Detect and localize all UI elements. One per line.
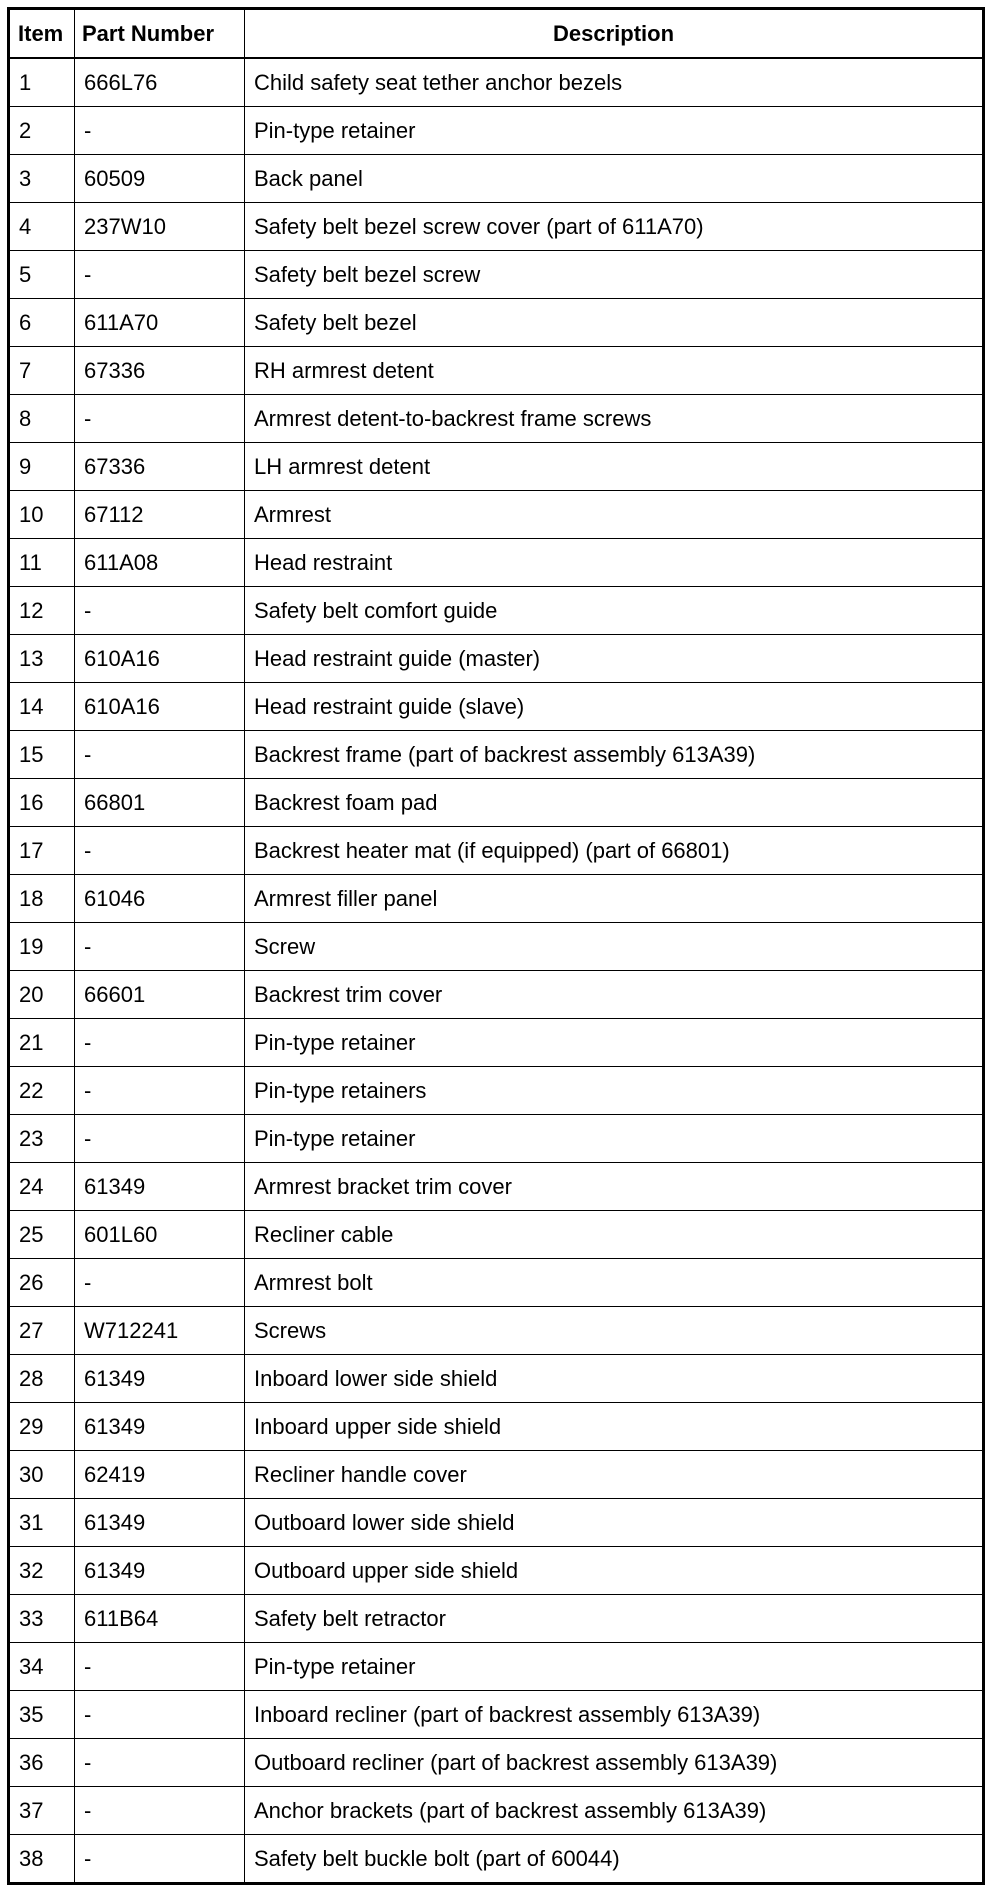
part-number-cell: 611A08 [75, 539, 245, 587]
item-cell: 20 [9, 971, 75, 1019]
item-cell: 6 [9, 299, 75, 347]
description-cell: Inboard lower side shield [245, 1355, 984, 1403]
description-cell: Armrest filler panel [245, 875, 984, 923]
table-row [9, 635, 984, 683]
part-number-cell: - [75, 1691, 245, 1739]
table-row [9, 251, 984, 299]
item-cell: 26 [9, 1259, 75, 1307]
part-number-cell: - [75, 251, 245, 299]
description-cell: Armrest bolt [245, 1259, 984, 1307]
description-cell: Safety belt retractor [245, 1595, 984, 1643]
description-cell: Outboard recliner (part of backrest assembly 613A39) [245, 1739, 984, 1787]
part-number-cell: - [75, 1643, 245, 1691]
part-number-cell: 60509 [75, 155, 245, 203]
header-part-number: Part Number [75, 9, 245, 59]
item-cell: 33 [9, 1595, 75, 1643]
table-row [9, 923, 984, 971]
item-cell: 12 [9, 587, 75, 635]
part-number-cell: - [75, 731, 245, 779]
item-cell: 37 [9, 1787, 75, 1835]
part-number-cell: 61349 [75, 1163, 245, 1211]
description-cell: Safety belt comfort guide [245, 587, 984, 635]
table-row [9, 58, 984, 107]
description-cell: Backrest trim cover [245, 971, 984, 1019]
description-cell: Safety belt buckle bolt (part of 60044) [245, 1835, 984, 1884]
item-cell: 25 [9, 1211, 75, 1259]
description-cell: Pin-type retainers [245, 1067, 984, 1115]
table-row [9, 1499, 984, 1547]
item-cell: 3 [9, 155, 75, 203]
table-row [9, 1211, 984, 1259]
table-row [9, 1307, 984, 1355]
part-number-cell: - [75, 395, 245, 443]
part-number-cell: - [75, 1259, 245, 1307]
description-cell: Armrest detent-to-backrest frame screws [245, 395, 984, 443]
part-number-cell: 67336 [75, 347, 245, 395]
item-cell: 32 [9, 1547, 75, 1595]
table-row [9, 1067, 984, 1115]
table-row [9, 779, 984, 827]
item-cell: 35 [9, 1691, 75, 1739]
description-cell: Pin-type retainer [245, 1643, 984, 1691]
header-row [9, 9, 984, 59]
table-row [9, 1019, 984, 1067]
item-cell: 34 [9, 1643, 75, 1691]
item-cell: 30 [9, 1451, 75, 1499]
header-item: Item [9, 9, 75, 59]
part-number-cell: 66601 [75, 971, 245, 1019]
description-cell: Outboard lower side shield [245, 1499, 984, 1547]
table-row [9, 971, 984, 1019]
item-cell: 4 [9, 203, 75, 251]
parts-table [7, 7, 985, 1885]
description-cell: Outboard upper side shield [245, 1547, 984, 1595]
table-row [9, 587, 984, 635]
part-number-cell: 67336 [75, 443, 245, 491]
table-row [9, 1691, 984, 1739]
table-row [9, 1787, 984, 1835]
table-row [9, 731, 984, 779]
part-number-cell: 61349 [75, 1355, 245, 1403]
table-row [9, 1355, 984, 1403]
table-row [9, 539, 984, 587]
description-cell: RH armrest detent [245, 347, 984, 395]
item-cell: 19 [9, 923, 75, 971]
table-row [9, 395, 984, 443]
header-description: Description [245, 9, 984, 59]
item-cell: 14 [9, 683, 75, 731]
part-number-cell: - [75, 923, 245, 971]
description-cell: Screws [245, 1307, 984, 1355]
item-cell: 18 [9, 875, 75, 923]
table-row [9, 683, 984, 731]
part-number-cell: - [75, 827, 245, 875]
part-number-cell: 610A16 [75, 683, 245, 731]
part-number-cell: - [75, 107, 245, 155]
part-number-cell: 67112 [75, 491, 245, 539]
item-cell: 23 [9, 1115, 75, 1163]
table-row [9, 1643, 984, 1691]
description-cell: Backrest heater mat (if equipped) (part of 66801) [245, 827, 984, 875]
item-cell: 38 [9, 1835, 75, 1884]
item-cell: 2 [9, 107, 75, 155]
part-number-cell: - [75, 1835, 245, 1884]
part-number-cell: 666L76 [75, 58, 245, 107]
item-cell: 27 [9, 1307, 75, 1355]
description-cell: Safety belt bezel screw cover (part of 611A70) [245, 203, 984, 251]
description-cell: Recliner cable [245, 1211, 984, 1259]
item-cell: 16 [9, 779, 75, 827]
table-body [9, 58, 984, 1884]
item-cell: 11 [9, 539, 75, 587]
part-number-cell: 610A16 [75, 635, 245, 683]
table-row [9, 203, 984, 251]
description-cell: Screw [245, 923, 984, 971]
part-number-cell: 61349 [75, 1403, 245, 1451]
item-cell: 1 [9, 58, 75, 107]
description-cell: Backrest frame (part of backrest assembly 613A39) [245, 731, 984, 779]
description-cell: Inboard upper side shield [245, 1403, 984, 1451]
table-row [9, 1163, 984, 1211]
part-number-cell: 66801 [75, 779, 245, 827]
part-number-cell: W712241 [75, 1307, 245, 1355]
description-cell: Pin-type retainer [245, 107, 984, 155]
description-cell: Armrest bracket trim cover [245, 1163, 984, 1211]
part-number-cell: 62419 [75, 1451, 245, 1499]
item-cell: 29 [9, 1403, 75, 1451]
table-row [9, 347, 984, 395]
table-row [9, 827, 984, 875]
part-number-cell: 61046 [75, 875, 245, 923]
part-number-cell: - [75, 1067, 245, 1115]
item-cell: 9 [9, 443, 75, 491]
item-cell: 21 [9, 1019, 75, 1067]
item-cell: 7 [9, 347, 75, 395]
description-cell: Head restraint guide (slave) [245, 683, 984, 731]
description-cell: Safety belt bezel [245, 299, 984, 347]
table-row [9, 1595, 984, 1643]
description-cell: Recliner handle cover [245, 1451, 984, 1499]
item-cell: 36 [9, 1739, 75, 1787]
table-row [9, 491, 984, 539]
description-cell: Pin-type retainer [245, 1115, 984, 1163]
table-header [9, 9, 984, 59]
item-cell: 5 [9, 251, 75, 299]
table-row [9, 1403, 984, 1451]
table-row [9, 1259, 984, 1307]
part-number-cell: 611B64 [75, 1595, 245, 1643]
item-cell: 31 [9, 1499, 75, 1547]
table-row [9, 1115, 984, 1163]
description-cell: Backrest foam pad [245, 779, 984, 827]
description-cell: Head restraint [245, 539, 984, 587]
description-cell: Armrest [245, 491, 984, 539]
part-number-cell: - [75, 587, 245, 635]
table-row [9, 443, 984, 491]
description-cell: Head restraint guide (master) [245, 635, 984, 683]
table-row [9, 875, 984, 923]
description-cell: Anchor brackets (part of backrest assembly 613A39) [245, 1787, 984, 1835]
table-row [9, 1547, 984, 1595]
item-cell: 24 [9, 1163, 75, 1211]
part-number-cell: - [75, 1019, 245, 1067]
description-cell: Pin-type retainer [245, 1019, 984, 1067]
table-row [9, 299, 984, 347]
part-number-cell: 61349 [75, 1499, 245, 1547]
part-number-cell: 61349 [75, 1547, 245, 1595]
item-cell: 17 [9, 827, 75, 875]
table-row [9, 1451, 984, 1499]
description-cell: Safety belt bezel screw [245, 251, 984, 299]
table-row [9, 1739, 984, 1787]
item-cell: 28 [9, 1355, 75, 1403]
table-row [9, 107, 984, 155]
item-cell: 22 [9, 1067, 75, 1115]
item-cell: 8 [9, 395, 75, 443]
part-number-cell: 611A70 [75, 299, 245, 347]
part-number-cell: - [75, 1787, 245, 1835]
item-cell: 13 [9, 635, 75, 683]
part-number-cell: - [75, 1739, 245, 1787]
part-number-cell: 601L60 [75, 1211, 245, 1259]
description-cell: Back panel [245, 155, 984, 203]
description-cell: Child safety seat tether anchor bezels [245, 58, 984, 107]
item-cell: 10 [9, 491, 75, 539]
item-cell: 15 [9, 731, 75, 779]
description-cell: LH armrest detent [245, 443, 984, 491]
table-row [9, 1835, 984, 1884]
part-number-cell: - [75, 1115, 245, 1163]
description-cell: Inboard recliner (part of backrest assembly 613A39) [245, 1691, 984, 1739]
table-row [9, 155, 984, 203]
part-number-cell: 237W10 [75, 203, 245, 251]
